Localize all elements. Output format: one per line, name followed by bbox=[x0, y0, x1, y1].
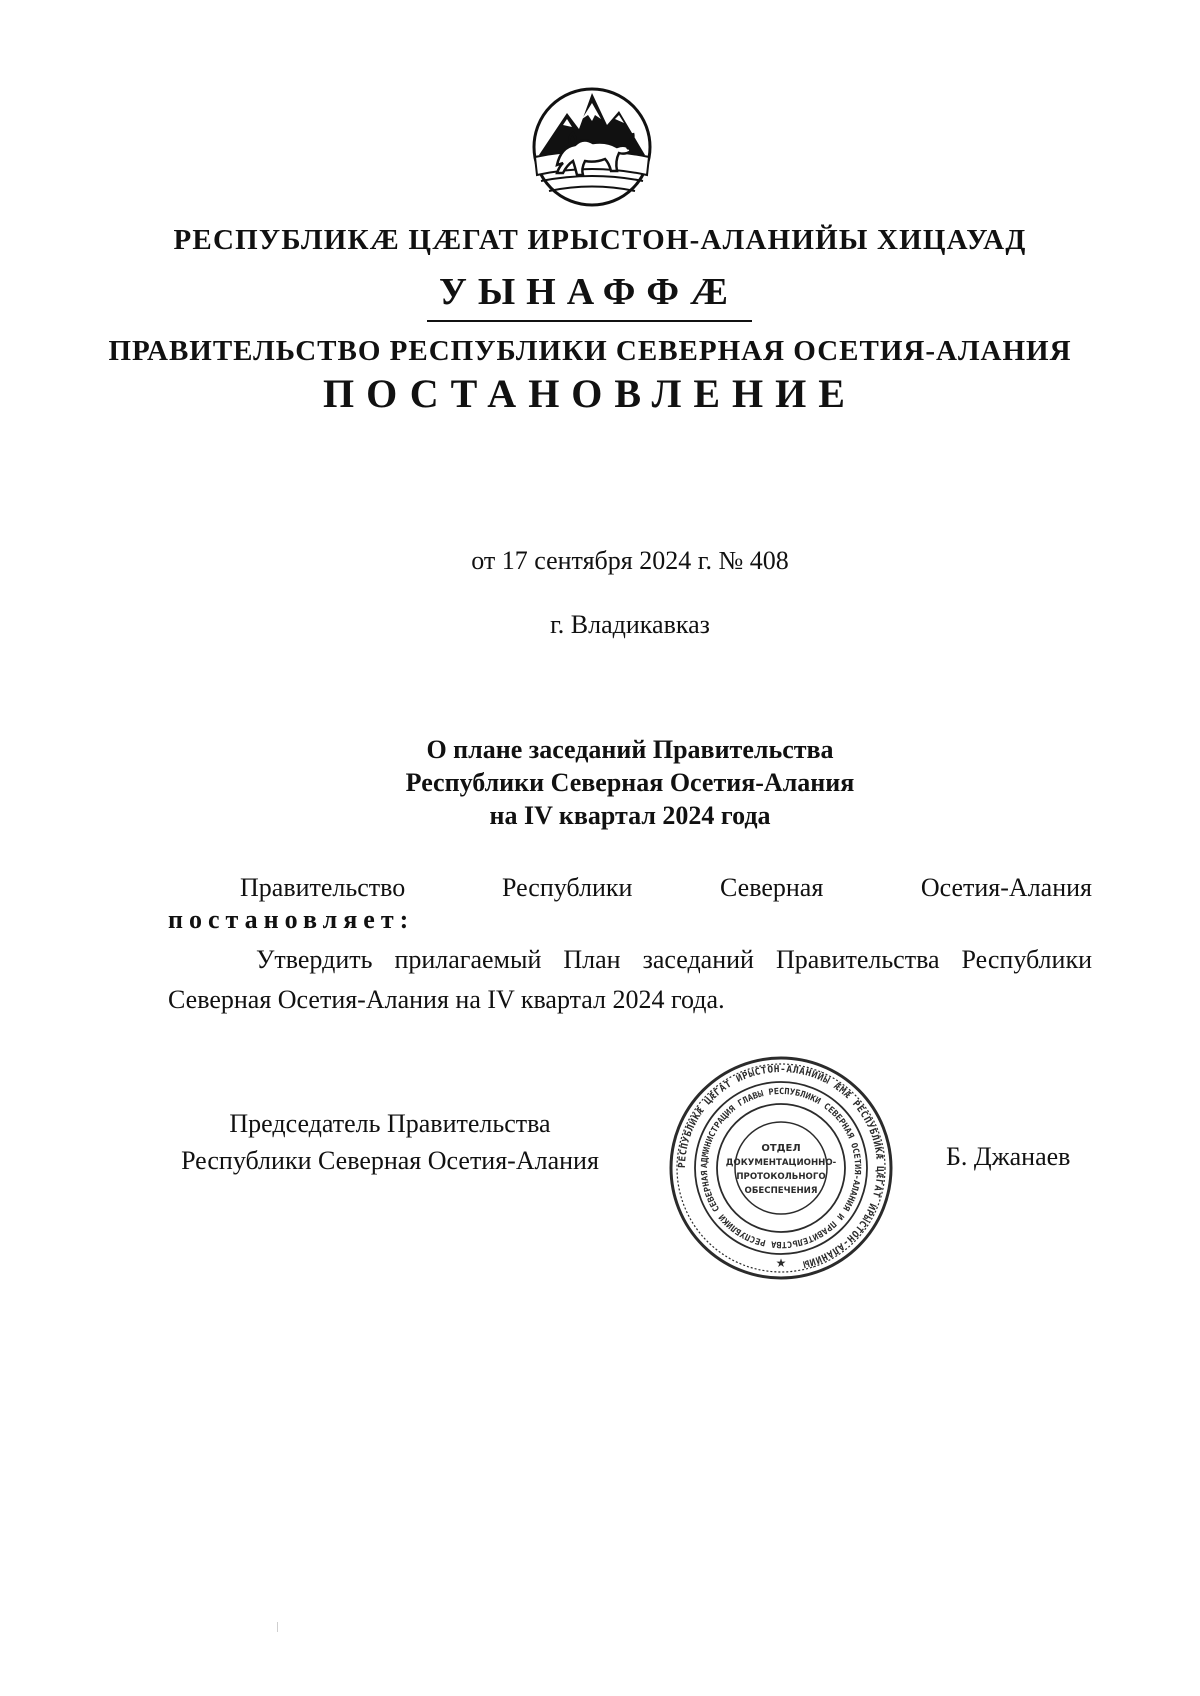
document-type-russian: ПОСТАНОВЛЕНИЕ bbox=[323, 371, 857, 416]
document-subject bbox=[0, 733, 1200, 832]
stamp-middle-text: АДМИНИСТРАЦИЯ ГЛАВЫ РЕСПУБЛИКИ СЕВЕРНАЯ ОСЕТИЯ-АЛАНИЯ И ПРАВИТЕЛЬСТВА РЕСПУБЛИКИ СЕВЕРНАЯ bbox=[699, 1086, 863, 1250]
signer-title-line-1: Председатель Правительства bbox=[229, 1109, 551, 1138]
coat-of-arms-icon bbox=[527, 85, 657, 210]
signer-title-line-2: Республики Северная Осетия-Алания bbox=[181, 1146, 599, 1175]
preamble-word: Правительство bbox=[240, 873, 406, 902]
preamble-word: Республики bbox=[502, 873, 633, 902]
signer-name: Б. Джанаев bbox=[946, 1142, 1071, 1171]
stamp-center-line-3: ПРОТОКОЛЬНОГО bbox=[736, 1172, 826, 1182]
document-type-ossetian: УЫНАФФӔ bbox=[438, 271, 740, 313]
subject-line-3: на IV квартал 2024 года bbox=[489, 801, 771, 830]
scan-artifact bbox=[277, 1622, 278, 1632]
stamp-outer-text: РЕСПУБЛИКӔ ЦӔГАТ ИРЫСТОН-АЛАНИЙЫ ӔМӔ РЕСПУБЛИКӔ ЦӔГАТ ИРЫСТОН-АЛАНИЙЫ bbox=[676, 1063, 886, 1270]
resolve-verb: постановляет: bbox=[168, 905, 415, 934]
stamp-center-line-1: ОТДЕЛ bbox=[761, 1143, 801, 1154]
decision-paragraph: Утвердить прилагаемый План заседаний Правительства Республики Северная Осетия-Алания на IV квартал 2024 года. bbox=[168, 945, 1092, 1014]
stamp-star-icon: ★ bbox=[775, 1256, 787, 1270]
stamp-center-line-4: ОБЕСПЕЧЕНИЯ bbox=[744, 1186, 818, 1196]
organization-name-russian: ПРАВИТЕЛЬСТВО РЕСПУБЛИКИ СЕВЕРНАЯ ОСЕТИЯ-АЛАНИЯ bbox=[108, 335, 1072, 367]
title-underline bbox=[427, 320, 752, 322]
subject-line-1: О плане заседаний Правительства bbox=[426, 735, 834, 764]
resolve-preamble bbox=[240, 873, 1092, 907]
document-city: г. Владикавказ bbox=[550, 610, 710, 639]
signer-position bbox=[150, 1105, 630, 1179]
document-date-number: от 17 сентября 2024 г. № 408 bbox=[471, 546, 789, 575]
preamble-word: Северная bbox=[720, 873, 824, 902]
organization-name-ossetian: РЕСПУБЛИКӔ ЦӔГАТ ИРЫСТОН-АЛАНИЙЫ ХИЦАУАД bbox=[173, 224, 1027, 256]
subject-line-2: Республики Северная Осетия-Алания bbox=[405, 768, 855, 797]
official-seal-icon bbox=[668, 1055, 894, 1281]
preamble-word: Осетия-Алания bbox=[920, 873, 1092, 902]
stamp-center-line-2: ДОКУМЕНТАЦИОННО- bbox=[725, 1158, 837, 1168]
